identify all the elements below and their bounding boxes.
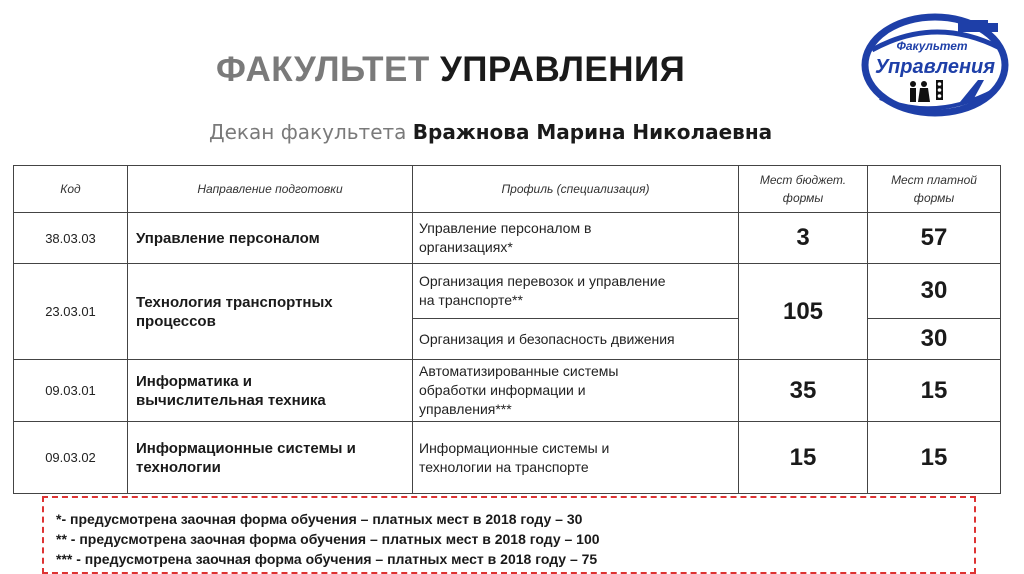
logo-top-text: Факультет	[896, 39, 968, 53]
row-direction: Управление персоналом	[128, 213, 413, 264]
row-direction: Информатика и вычислительная техника	[128, 360, 413, 422]
row-budget: 3	[739, 213, 868, 264]
table-header-row	[14, 166, 1001, 213]
header-profile: Профиль (специализация)	[413, 166, 739, 213]
row-profile: Организация и безопасность движения	[413, 319, 739, 360]
row-paid: 30	[868, 264, 1001, 319]
page-title	[216, 50, 685, 90]
title-management: УПРАВЛЕНИЯ	[439, 50, 686, 89]
row-profile: Автоматизированные системы обработки информации и управления***	[413, 360, 739, 422]
table-row	[14, 422, 1001, 494]
logo-main-text: Управления	[874, 56, 996, 78]
row-paid: 30	[868, 319, 1001, 360]
row-budget: 15	[739, 422, 868, 494]
table-row	[14, 213, 1001, 264]
traffic-light-icon	[936, 80, 943, 100]
header-code: Код	[14, 166, 128, 213]
row-paid: 15	[868, 360, 1001, 422]
row-profile: Информационные системы и технологии на транспорте	[413, 422, 739, 494]
dean-line	[209, 120, 772, 144]
row-direction: Технология транспортных процессов	[128, 264, 413, 360]
footnote-1: *- предусмотрена заочная форма обучения – платных мест в 2018 году – 30	[56, 511, 583, 527]
row-code: 09.03.01	[14, 360, 128, 422]
title-faculty: ФАКУЛЬТЕТ	[216, 50, 430, 89]
header-paid: Мест платной формы	[868, 166, 1001, 213]
header-budget: Мест бюджет. формы	[739, 166, 868, 213]
programs-table	[13, 165, 1001, 494]
truck-icon	[958, 20, 988, 32]
row-budget: 105	[739, 264, 868, 360]
footnote-3: *** - предусмотрена заочная форма обучения – платных мест в 2018 году – 75	[56, 551, 598, 567]
table-row	[14, 264, 1001, 319]
row-paid: 57	[868, 213, 1001, 264]
row-paid: 15	[868, 422, 1001, 494]
row-code: 23.03.01	[14, 264, 128, 360]
faculty-logo	[860, 10, 1010, 118]
table-row	[14, 360, 1001, 422]
row-budget: 35	[739, 360, 868, 422]
dean-label: Декан факультета	[209, 120, 407, 144]
row-direction: Информационные системы и технологии	[128, 422, 413, 494]
row-profile: Организация перевозок и управление на транспорте**	[413, 264, 739, 319]
header-direction: Направление подготовки	[128, 166, 413, 213]
footnote-2: ** - предусмотрена заочная форма обучения – платных мест в 2018 году – 100	[56, 531, 600, 547]
footnotes-box	[42, 496, 976, 574]
dean-name: Вражнова Марина Николаевна	[412, 120, 773, 144]
row-profile: Управление персоналом в организациях*	[413, 213, 739, 264]
row-code: 09.03.02	[14, 422, 128, 494]
row-code: 38.03.03	[14, 213, 128, 264]
